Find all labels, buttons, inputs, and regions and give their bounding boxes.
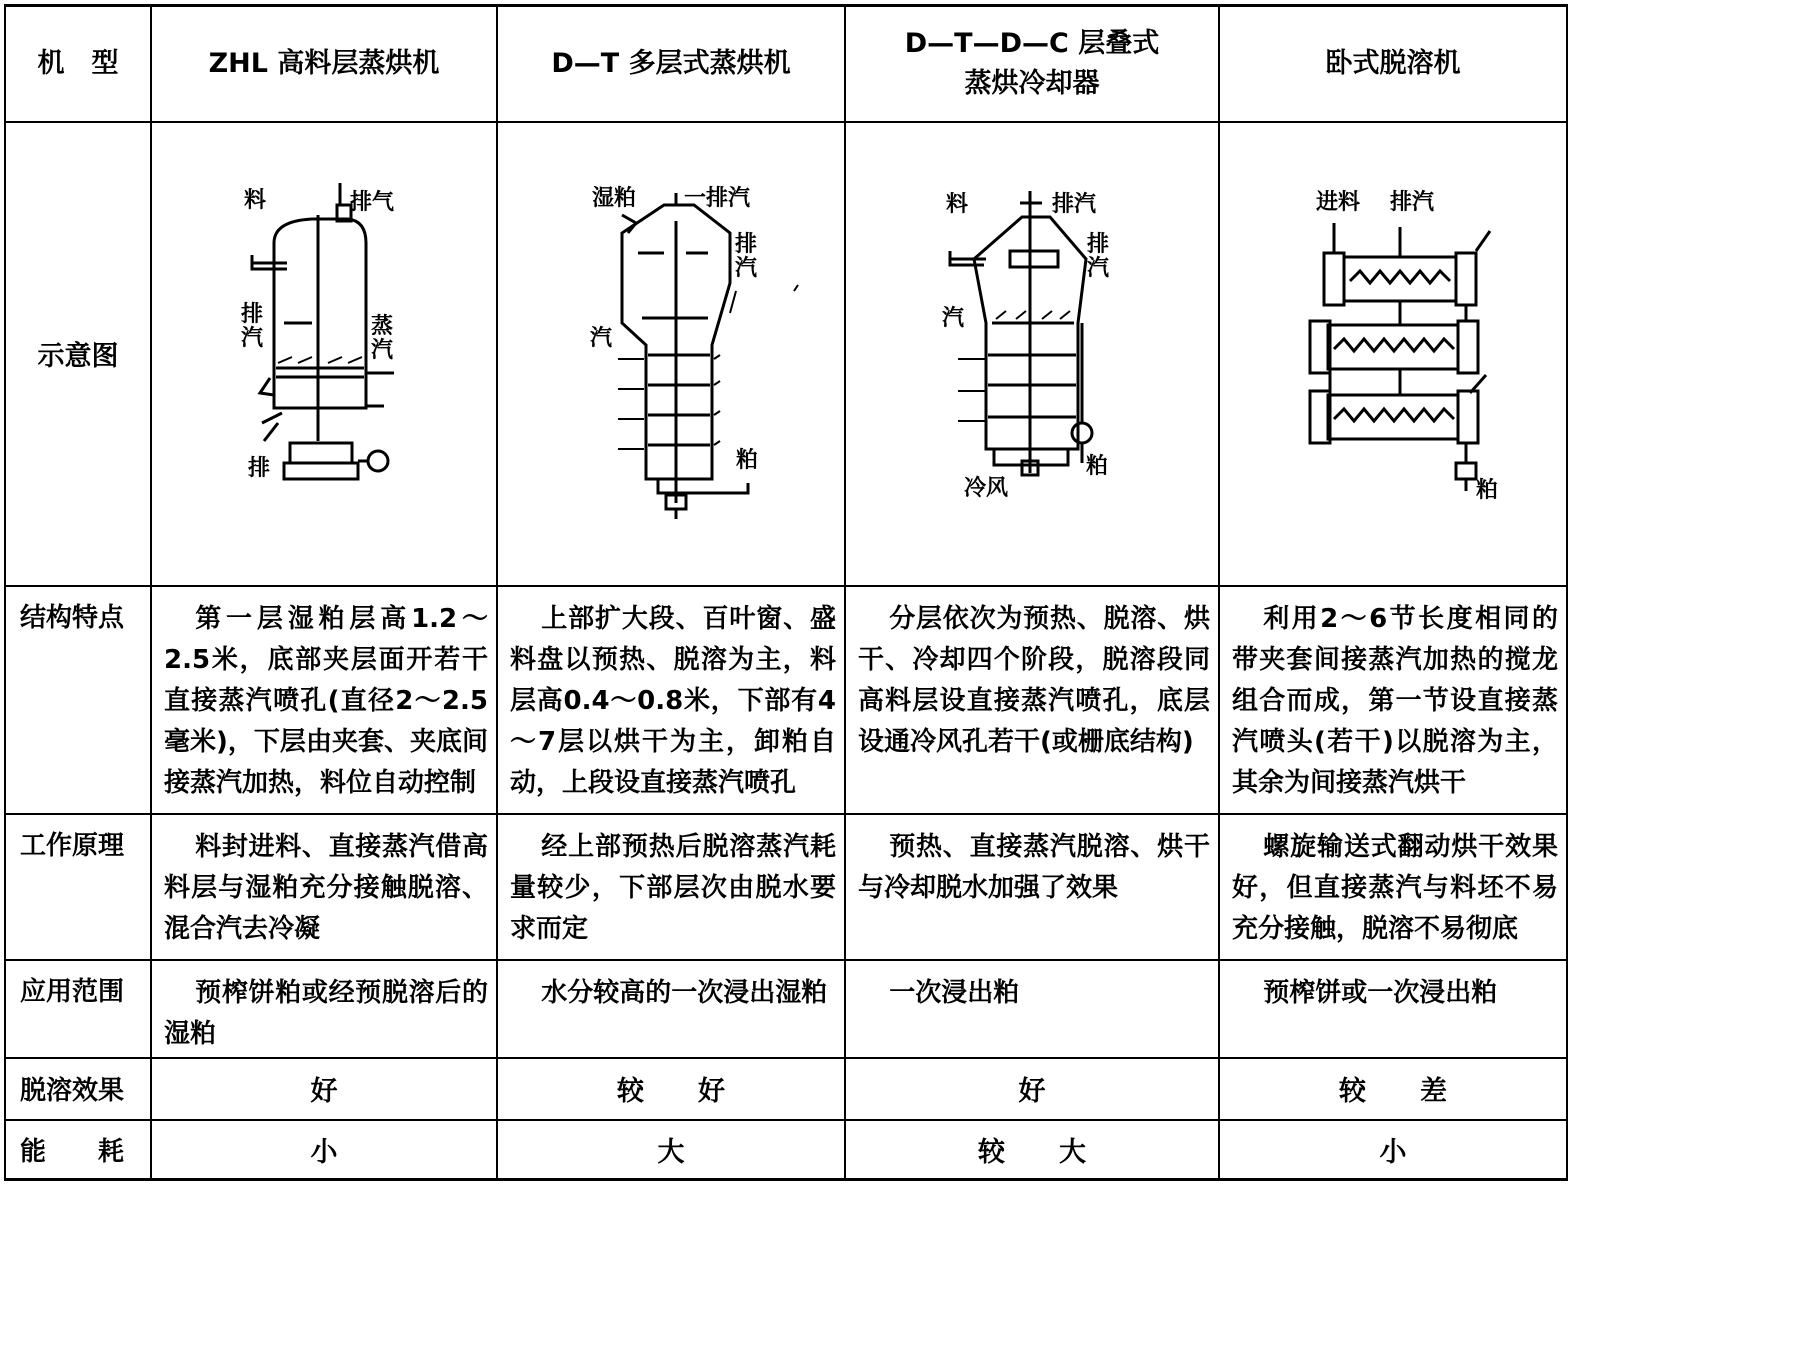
principle-horizontal: 螺旋输送式翻动烘干效果好，但直接蒸汽与料坯不易充分接触，脱溶不易彻底 — [1219, 814, 1567, 960]
structure-dtdc: 分层依次为预热、脱溶、烘干、冷却四个阶段，脱溶段同高料层设直接蒸汽喷孔，底层设通冷风孔若干(或栅底结构) — [845, 586, 1219, 814]
row-label-application: 应用范围 — [5, 960, 151, 1058]
row-label-structure: 结构特点 — [5, 586, 151, 814]
application-zhl: 预榨饼粕或经预脱溶后的湿粕 — [151, 960, 497, 1058]
dt-diagram-cell — [497, 122, 845, 586]
row-label-energy: 能 耗 — [5, 1120, 151, 1180]
application-row — [5, 960, 1567, 1058]
horizontal-label-exhaust: 排汽 — [1390, 189, 1435, 215]
structure-dt: 上部扩大段、百叶窗、盛料盘以预热、脱溶为主，料层高0.4～0.8米，下部有4～7层以烘干为主，卸粕自动，上段设直接蒸汽喷孔 — [497, 586, 845, 814]
dtdc-schematic — [846, 123, 1220, 587]
energy-dtdc: 较 大 — [845, 1120, 1219, 1180]
dt-label-exhaust-side: 排汽 — [734, 231, 757, 281]
zhl-label-feed: 料 — [244, 187, 267, 213]
dt-label-exhaust-top: 一排汽 — [684, 185, 751, 211]
dtdc-label-feed: 料 — [946, 191, 969, 217]
energy-row — [5, 1120, 1567, 1180]
energy-dt: 大 — [497, 1120, 845, 1180]
col-header-dtdc — [845, 6, 1219, 122]
dtdc-label-exhaust-top: 排汽 — [1052, 191, 1097, 217]
application-dtdc: 一次浸出粕 — [845, 960, 1219, 1058]
zhl-diagram-cell — [151, 122, 497, 586]
dt-label-meal: 粕 — [736, 447, 759, 473]
effect-horizontal: 较 差 — [1219, 1058, 1567, 1120]
row-label-diagram: 示意图 — [5, 122, 151, 586]
zhl-schematic — [152, 123, 498, 587]
diagram-row — [5, 122, 1567, 586]
principle-dtdc: 预热、直接蒸汽脱溶、烘干与冷却脱水加强了效果 — [845, 814, 1219, 960]
zhl-label-exhaust-side: 排汽 — [240, 301, 263, 351]
principle-dt: 经上部预热后脱溶蒸汽耗量较少，下部层次由脱水要求而定 — [497, 814, 845, 960]
zhl-label-steam: 蒸汽 — [370, 313, 393, 363]
col-header-dt: D—T 多层式蒸烘机 — [497, 6, 845, 122]
col-header-zhl: ZHL 高料层蒸烘机 — [151, 6, 497, 122]
effect-row — [5, 1058, 1567, 1120]
principle-row — [5, 814, 1567, 960]
col-header-dtdc-line2: 蒸烘冷却器 — [964, 67, 1100, 99]
structure-row — [5, 586, 1567, 814]
horizontal-diagram-cell — [1219, 122, 1567, 586]
dtdc-label-exhaust-side: 排汽 — [1086, 231, 1109, 281]
application-horizontal: 预榨饼或一次浸出粕 — [1219, 960, 1567, 1058]
dtdc-label-cold-air: 冷风 — [964, 475, 1009, 501]
col-header-horizontal: 卧式脱溶机 — [1219, 6, 1567, 122]
header-row — [5, 6, 1567, 122]
horizontal-label-feed: 进料 — [1316, 189, 1361, 215]
effect-dt: 较 好 — [497, 1058, 845, 1120]
structure-zhl: 第一层湿粕层高1.2～2.5米，底部夹层面开若干直接蒸汽喷孔(直径2～2.5毫米)，下层由夹套、夹底间接蒸汽加热，料位自动控制 — [151, 586, 497, 814]
dt-label-wet-meal: 湿粕 — [592, 185, 637, 211]
energy-horizontal: 小 — [1219, 1120, 1567, 1180]
zhl-label-exhaust: 排气 — [350, 189, 395, 215]
dt-label-steam: 汽 — [590, 325, 613, 351]
zhl-label-drain: 排 — [248, 455, 271, 481]
energy-zhl: 小 — [151, 1120, 497, 1180]
desolventizer-comparison-table — [4, 4, 1568, 1181]
application-dt: 水分较高的一次浸出湿粕 — [497, 960, 845, 1058]
dtdc-label-meal: 粕 — [1086, 453, 1109, 479]
dtdc-label-steam: 汽 — [942, 305, 965, 331]
col-header-dtdc-line1: D—T—D—C 层叠式 — [904, 27, 1160, 59]
structure-horizontal: 利用2～6节长度相同的带夹套间接蒸汽加热的搅龙组合而成，第一节设直接蒸汽喷头(若干)以脱溶为主，其余为间接蒸汽烘干 — [1219, 586, 1567, 814]
effect-zhl: 好 — [151, 1058, 497, 1120]
row-label-principle: 工作原理 — [5, 814, 151, 960]
effect-dtdc: 好 — [845, 1058, 1219, 1120]
dt-schematic — [498, 123, 846, 587]
horizontal-label-meal: 粕 — [1476, 477, 1499, 503]
row-label-model: 机 型 — [5, 6, 151, 122]
row-label-effect: 脱溶效果 — [5, 1058, 151, 1120]
dtdc-diagram-cell — [845, 122, 1219, 586]
principle-zhl: 料封进料、直接蒸汽借高料层与湿粕充分接触脱溶、混合汽去冷凝 — [151, 814, 497, 960]
